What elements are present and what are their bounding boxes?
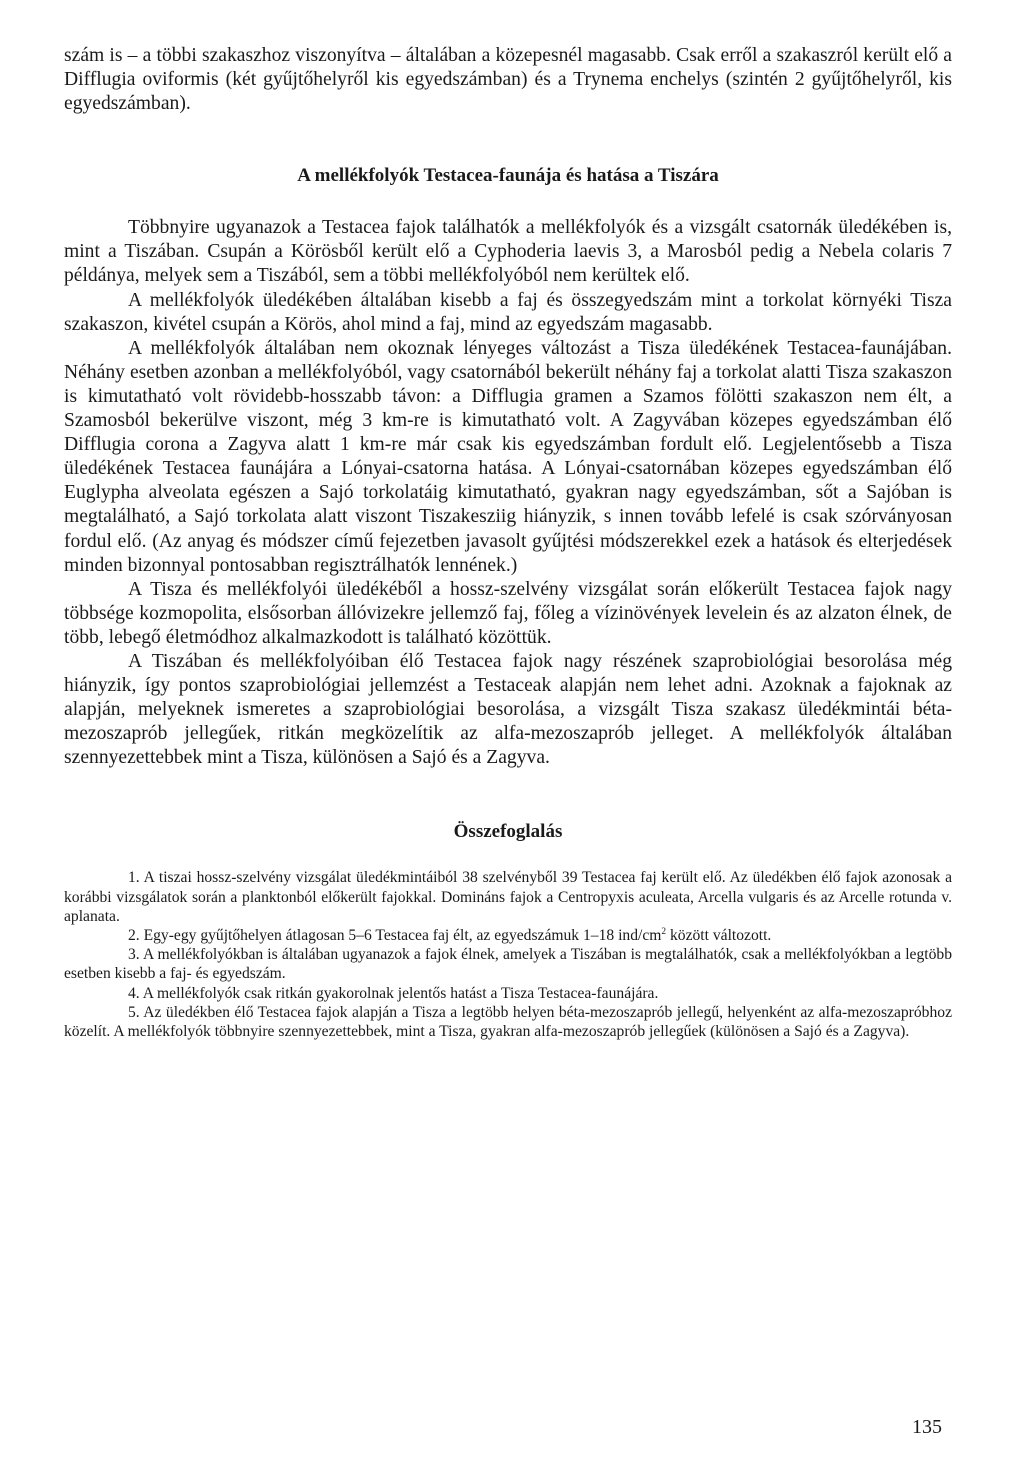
body-paragraph-1: Többnyire ugyanazok a Testacea fajok találhatók a mellékfolyók és a vizsgált csatornák üledékében is, mint a Tiszában. Csupán a Körösből került elő a Cyphoderia laevis 3, a Marosból pedig a Nebela colaris 7 példánya, melyek sem a Tiszából, sem a többi mellékfolyóból nem kerültek elő. xyxy=(64,217,952,287)
body-paragraph-2: A mellékfolyók üledékében általában kisebb a faj és összegyedszám mint a torkolat környéki Tisza szakaszon, kivétel csupán a Körös, ahol mind a faj, mind az egyedszám magasabb. xyxy=(64,289,952,335)
page-number: 135 xyxy=(912,1416,942,1438)
page-content xyxy=(64,44,952,1041)
body-paragraph-5: A Tiszában és mellékfolyóiban élő Testacea fajok nagy részének szaprobiológiai besorolása még hiányzik, így pontos szaprobiológiai jellemzést a Testaceak alapján nem lehet adni. Azoknak a fajoknak az alapján, melyeknek ismeretes a szaprobiológiai besorolása, a vizsgált Tisza szakasz üledékmintái béta-mezoszaprób jellegűek, ritkán megközelítik az alfa-mezoszaprób jelleget. A mellékfolyók általában szennyezettebbek mint a Tisza, különösen a Sajó és a Zagyva. xyxy=(64,650,952,769)
section-heading: A mellékfolyók Testacea-faunája és hatása a Tiszára xyxy=(297,165,719,187)
summary-list xyxy=(64,868,952,1041)
summary-item-5: 5. Az üledékben élő Testacea fajok alapján a Tisza a legtöbb helyen béta-mezoszaprób jellegű, helyenként az alfa-mezoszapróbhoz közelít. A mellékfolyók többnyire szennyezettebbek, mint a Tisza, gyakran alfa-mezoszaprób jellegűek (különösen a Sajó és a Zagyva). xyxy=(64,1003,952,1041)
body-paragraph-3: A mellékfolyók általában nem okoznak lényeges változást a Tisza üledékének Testacea-faunájában. Néhány esetben azonban a mellékfolyóból, vagy csatornából bekerült néhány faj a torkolat alatti Tisza szakaszon is kimutatható volt rövidebb-hosszabb távon: a Difflugia gramen a Szamos fölötti szakaszon nem élt, a Szamosból bekerülve viszont, még 3 km-re is kimutatható volt. A Zagyvában közepes egyedszámban élő Difflugia corona a Zagyva alatt 1 km-re már csak kis egyedszámban fordult elő. Legjelentősebb a Tisza üledékének Testacea faunájára a Lónyai-csatorna hatása. A Lónyai-csatornában közepes egyedszámban élő Euglypha alveolata egészen a Sajó torkolatáig kimutatható, gyakran nagy egyedszámban, sőt a Sajóban is megtalálható, a Sajó torkolata alatt viszont Tiszakesziig hiányzik, s innen tovább lefelé is csak szórványosan fordul elő. (Az anyag és módszer című fejezetben javasolt gyűjtési módszerekkel ezek a hatások és elterjedések minden bizonnyal pontosabban regisztrálhatók lennének.) xyxy=(64,337,952,576)
body-paragraph-4: A Tisza és mellékfolyói üledékéből a hossz-szelvény vizsgálat során előkerült Testacea fajok nagy többsége kozmopolita, elsősorban állóvizekre jellemző faj, főleg a vízinövények levelein és az alzaton élnek, de több, lebegő életmódhoz alkalmazkodott is található közöttük. xyxy=(64,578,952,648)
summary-item-1: 1. A tiszai hossz-szelvény vizsgálat üledékmintáiból 38 szelvényből 39 Testacea faj került elő. Az üledékben élő fajok azonosak a korábbi vizsgálatok során a planktonból előkerült fajokkal. Domináns fajok a Centropyxis aculeata, Arcella vulgaris és az Arcelle rotunda v. aplanata. xyxy=(64,869,952,925)
summary-item-3: 3. A mellékfolyókban is általában ugyanazok a fajok élnek, amelyek a Tiszában is megtalálhatók, csak a mellékfolyókban a legtöbb esetben kisebb a faj- és egyedszám. xyxy=(64,946,952,983)
summary-item-4: 4. A mellékfolyók csak ritkán gyakorolnak jelentős hatást a Tisza Testacea-faunájára. xyxy=(128,984,659,1002)
superscript-two: 2 xyxy=(661,926,667,937)
summary-item-2-tail: között változott. xyxy=(666,927,772,945)
summary-item-2-text: 2. Egy-egy gyűjtőhelyen átlagosan 5–6 Testacea faj élt, az egyedszámuk 1–18 ind/cm xyxy=(128,927,662,945)
summary-heading: Összefoglalás xyxy=(453,821,563,843)
intro-paragraph: szám is – a többi szakaszhoz viszonyítva – általában a közepesnél magasabb. Csak erről a szakaszról került elő a Difflugia oviformis (két gyűjtőhelyről kis egyedszámban) és a Trynema enchelys (szintén 2 gyűjtőhelyről, kis egyedszámban). xyxy=(64,45,952,115)
summary-item-2 xyxy=(64,926,952,945)
